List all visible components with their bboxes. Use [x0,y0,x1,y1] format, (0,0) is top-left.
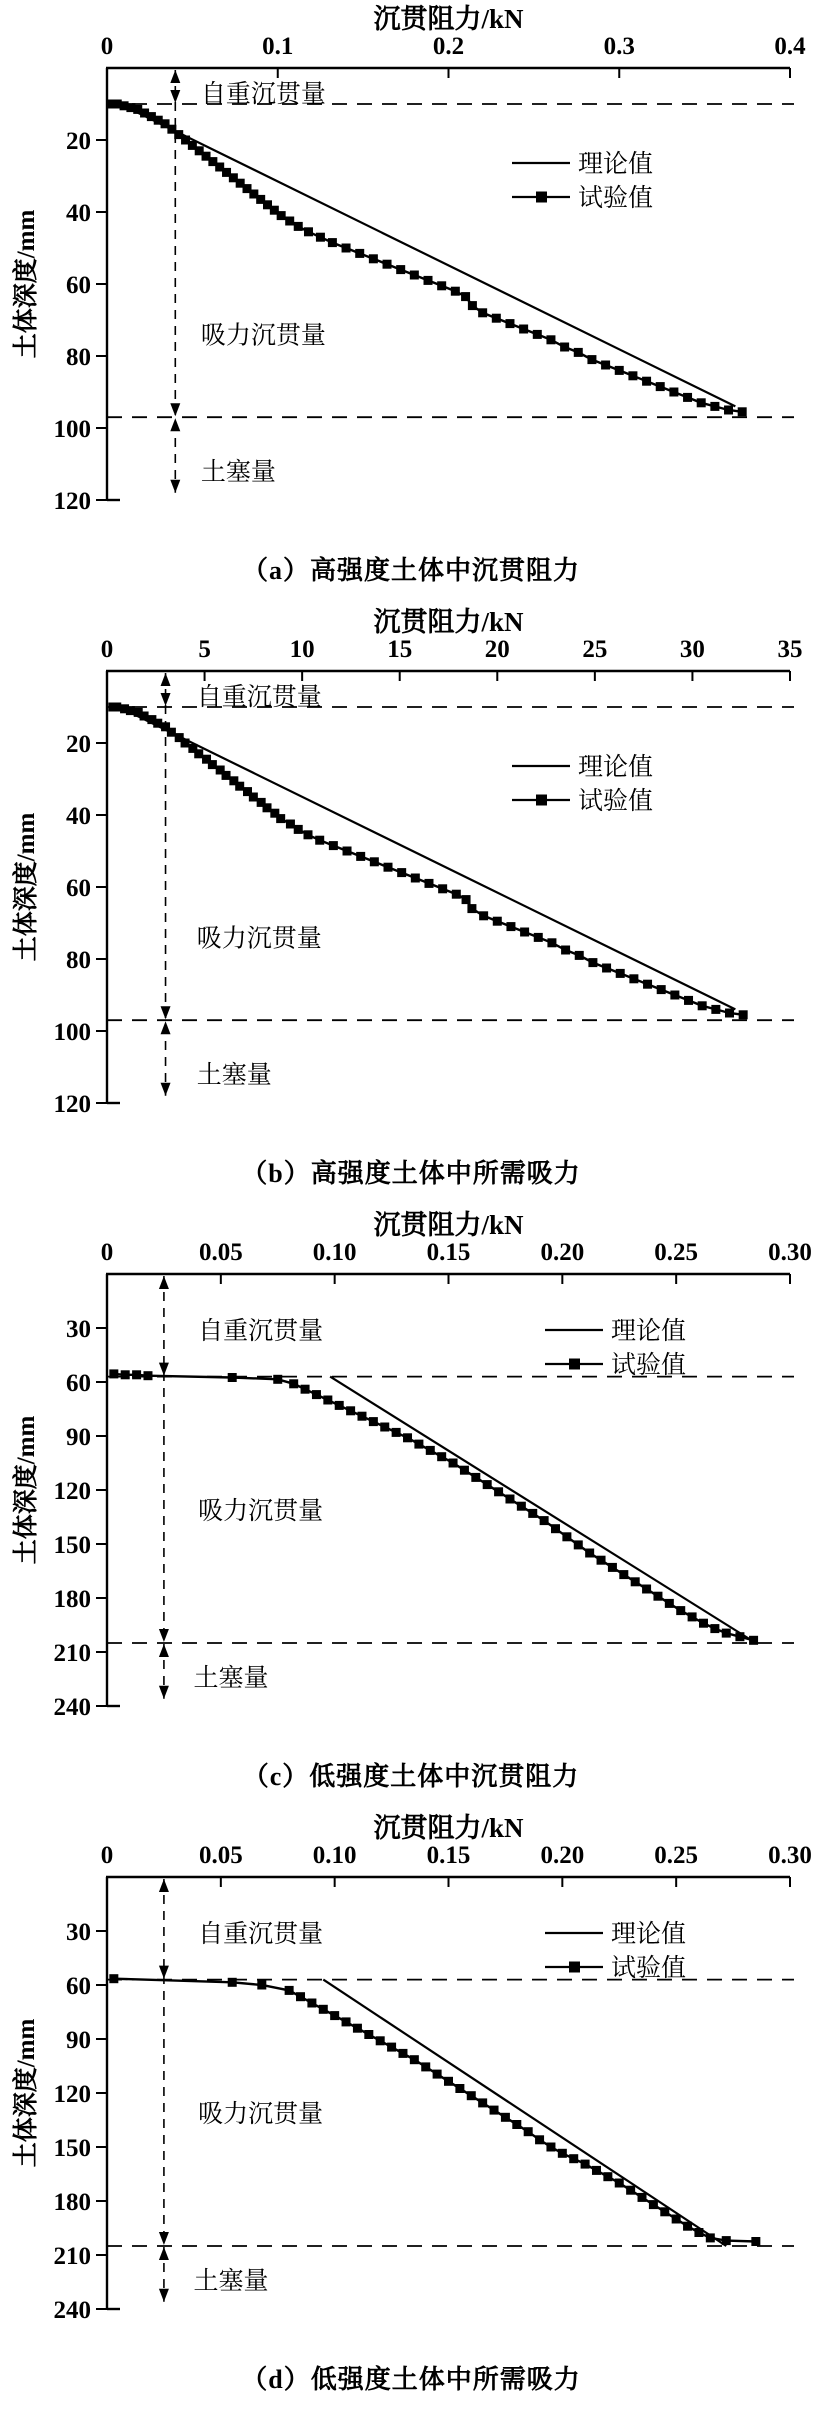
experiment-marker [561,946,570,955]
x-tick-label: 0.10 [312,1842,357,1869]
experiment-marker [304,227,313,236]
y-tick-label: 240 [53,1694,91,1721]
plug-annotation: 土塞量 [193,1665,269,1693]
y-tick-label: 30 [66,1316,91,1343]
suction-annotation: 吸力沉贯量 [200,322,326,350]
experiment-marker [528,1509,537,1518]
experiment-marker [437,1452,446,1461]
experiment-marker [506,922,515,931]
experiment-marker [460,1466,469,1475]
y-tick-label: 20 [66,731,91,758]
experiment-marker [132,1370,141,1379]
experiment-marker [574,348,583,357]
experiment-marker [585,1549,594,1558]
experiment-marker [346,1406,355,1415]
x-tick-label: 25 [582,636,608,663]
experiment-marker [369,1417,378,1426]
experiment-marker [619,1570,628,1579]
experiment-marker [181,739,190,748]
experiment-marker [342,2017,351,2026]
x-tick-label: 10 [289,636,315,663]
experiment-marker [426,1446,435,1455]
experiment-marker [657,985,666,994]
experiment-marker [296,1992,305,2001]
y-axis-title: 土体深度/mm [13,812,40,962]
self-weight-arrow-bottom [170,90,180,103]
experiment-marker [410,2055,419,2064]
plug-arrow-top [161,1021,171,1034]
x-tick-label: 0.05 [198,1842,243,1869]
y-tick-label: 180 [53,2189,91,2216]
legend-experiment-label: 试验值 [611,1955,687,1982]
experiment-marker [126,706,135,715]
self-weight-arrow-top [159,1879,169,1892]
x-tick-label: 35 [777,636,803,663]
experiment-marker [735,1632,744,1641]
experiment-marker [588,958,597,967]
x-tick-label: 0.25 [654,1842,699,1869]
experiment-marker [112,703,121,712]
experiment-marker [626,2186,635,2195]
self-weight-arrow-bottom [159,1363,169,1376]
experiment-marker [315,836,324,845]
experiment-marker [597,1556,606,1565]
experiment-marker [540,1516,549,1525]
y-tick-label: 120 [53,2081,91,2108]
experiment-marker [329,841,338,850]
x-axis-title: 沉贯阻力/kN [373,1210,524,1240]
y-tick-label: 20 [66,128,91,155]
experiment-marker [601,361,610,370]
y-tick-label: 120 [53,1091,91,1118]
experiment-marker [328,238,337,247]
experiment-marker [698,1001,707,1010]
experiment-marker [643,980,652,989]
experiment-marker [493,917,502,926]
y-tick-label: 210 [53,1640,91,1667]
y-tick-label: 60 [66,272,91,299]
experiment-marker [688,1612,697,1621]
experiment-marker [615,2179,624,2188]
experiment-marker [672,2215,681,2224]
experiment-marker [307,1999,316,2008]
experiment-marker [562,1532,571,1541]
chart-d [0,1809,822,2349]
y-tick-label: 100 [53,1019,91,1046]
experiment-marker [535,2135,544,2144]
experiment-marker [592,2166,601,2175]
x-axis-title: 沉贯阻力/kN [373,4,524,34]
experiment-marker [303,830,312,839]
self-weight-annotation: 自重沉贯量 [196,684,322,712]
legend-theory-label: 理论值 [578,754,654,781]
experiment-marker [676,1606,685,1615]
experiment-marker [517,1502,526,1511]
legend-experiment-marker [569,1359,580,1370]
experiment-marker [660,2207,669,2216]
experiment-marker [665,1599,674,1608]
experiment-marker [642,1585,651,1594]
experiment-marker [710,402,719,411]
experiment-marker [560,343,569,352]
experiment-marker [575,951,584,960]
experiment-marker [109,1369,118,1378]
self-weight-arrow-bottom [159,1966,169,1979]
legend-experiment-label: 试验值 [578,185,654,212]
x-tick-label: 0.2 [432,33,465,60]
plug-annotation: 土塞量 [193,2268,269,2296]
experiment-marker [222,771,231,780]
x-tick-label: 0.20 [540,1239,585,1266]
experiment-marker [649,2200,658,2209]
experiment-marker [109,1974,118,1983]
experiment-marker [451,287,460,296]
y-tick-label: 60 [66,1973,91,2000]
experiment-marker [356,852,365,861]
legend-experiment-marker [536,795,547,806]
y-tick-label: 60 [66,875,91,902]
x-tick-label: 0.15 [426,1239,471,1266]
x-tick-label: 0.1 [262,33,294,60]
y-axis-title: 土体深度/mm [13,1415,40,1565]
experiment-marker [444,2077,453,2086]
experiment-marker [140,712,149,721]
experiment-marker [684,996,693,1005]
experiment-marker [194,749,203,758]
x-tick-label: 0.20 [540,1842,585,1869]
experiment-marker [494,1487,503,1496]
experiment-marker [629,974,638,983]
experiment-marker [357,1412,366,1421]
y-tick-label: 180 [53,1586,91,1613]
chart-a [0,0,822,540]
experiment-marker [424,879,433,888]
chart-panel-c [0,1206,822,1809]
experiment-marker [656,382,665,391]
x-axis-title: 沉贯阻力/kN [373,607,524,637]
experiment-marker [276,814,285,823]
plug-arrow-top [170,418,180,431]
experiment-marker [285,217,294,226]
experiment-marker [505,1495,514,1504]
y-tick-label: 240 [53,2297,91,2324]
experiment-marker [546,335,555,344]
experiment-marker [739,1010,748,1019]
experiment-marker [569,2154,578,2163]
experiment-marker [289,1379,298,1388]
legend-theory-label: 理论值 [611,1318,687,1345]
experiment-marker [167,728,176,737]
y-tick-label: 80 [66,947,91,974]
chart-c-caption: （c）低强度土体中沉贯阻力 [242,1762,580,1791]
experiment-marker [653,1592,662,1601]
y-tick-label: 90 [66,2027,91,2054]
experiment-marker [574,1540,583,1549]
experiment-marker [286,820,295,829]
experiment-marker [263,803,272,812]
experiment-marker [449,1459,458,1468]
x-tick-label: 15 [387,636,413,663]
experiment-marker [628,371,637,380]
chart-c [0,1206,822,1746]
suction-arrow-bottom [170,403,180,416]
x-tick-label: 20 [484,636,510,663]
experiment-marker [551,1524,560,1533]
self-weight-annotation: 自重沉贯量 [198,1920,324,1948]
experiment-marker [421,2062,430,2071]
chart-panel-a [0,0,822,603]
chart-panel-b [0,603,822,1206]
y-tick-label: 150 [53,1532,91,1559]
self-weight-arrow-top [159,1276,169,1289]
experiment-marker [143,1371,152,1380]
experiment-marker [467,904,476,913]
experiment-marker [249,793,258,802]
experiment-marker [383,260,392,269]
experiment-marker [294,825,303,834]
experiment-marker [228,1373,237,1382]
experiment-marker [642,377,651,386]
experiment-marker [355,249,364,258]
experiment-marker [411,874,420,883]
experiment-marker [603,2172,612,2181]
plug-annotation: 土塞量 [196,1062,272,1090]
experiment-marker [638,2193,647,2202]
plug-arrow-bottom [170,480,180,493]
experiment-marker [342,244,351,253]
experiment-marker [519,325,528,334]
experiment-marker [396,265,405,274]
experiment-marker [699,1619,708,1628]
chart-panel-d [0,1809,822,2412]
experiment-marker [468,301,477,310]
experiment-marker [608,1563,617,1572]
experiment-marker [376,2036,385,2045]
experiment-marker [483,1480,492,1489]
experiment-marker [235,782,244,791]
experiment-marker [725,1009,734,1018]
suction-arrow-bottom [161,1006,171,1019]
experiment-marker [121,1370,130,1379]
experiment-marker [471,1473,480,1482]
experiment-marker [631,1577,640,1586]
x-tick-label: 0 [100,1239,114,1266]
x-axis-title: 沉贯阻力/kN [373,1813,524,1843]
theory-line [323,1980,726,2246]
experiment-marker [438,884,447,893]
experiment-marker [520,928,529,937]
experiment-marker [335,1401,344,1410]
x-tick-label: 0 [100,636,114,663]
experiment-marker [581,2160,590,2169]
y-tick-label: 40 [66,200,91,227]
experiment-marker [462,895,471,904]
y-tick-label: 120 [53,1478,91,1505]
y-tick-label: 60 [66,1370,91,1397]
legend-experiment-marker [569,1962,580,1973]
experiment-marker [369,254,378,263]
legend-experiment-label: 试验值 [578,788,654,815]
experiment-marker [228,1978,237,1987]
experiment-marker [533,330,542,339]
experiment-marker [273,1375,282,1384]
plug-arrow-bottom [161,1083,171,1096]
x-tick-label: 0 [100,33,114,60]
y-tick-label: 100 [53,416,91,443]
y-tick-label: 40 [66,803,91,830]
experiment-marker [722,2236,731,2245]
experiment-marker [697,398,706,407]
legend-theory-label: 理论值 [578,151,654,178]
experiment-marker [479,911,488,920]
plug-arrow-top [159,1644,169,1657]
experiment-marker [547,938,556,947]
experiment-marker [749,1636,758,1645]
self-weight-annotation: 自重沉贯量 [198,1317,324,1345]
experiment-marker [501,2113,510,2122]
y-tick-label: 210 [53,2243,91,2270]
x-tick-label: 5 [198,636,211,663]
experiment-marker [343,847,352,856]
legend-experiment-marker [536,192,547,203]
self-weight-arrow-bottom [161,693,171,706]
experiment-marker [492,314,501,323]
experiment-marker [410,271,419,280]
experiment-marker [587,355,596,364]
experiment-marker [316,233,325,242]
experiment-marker [461,292,470,301]
experiment-marker [683,2222,692,2231]
experiment-marker [424,276,433,285]
experiment-marker [312,1390,321,1399]
experiment-marker [512,2120,521,2129]
experiment-marker [398,2049,407,2058]
theory-line [330,1377,756,1643]
x-tick-label: 0.10 [312,1239,357,1266]
x-tick-label: 0.4 [774,33,806,60]
experiment-marker [397,868,406,877]
experiment-marker [414,1440,423,1449]
plug-arrow-top [159,2247,169,2260]
self-weight-annotation: 自重沉贯量 [200,81,326,109]
experiment-marker [546,2143,555,2152]
experiment-marker [490,2106,499,2115]
experiment-marker [711,1005,720,1014]
x-tick-label: 0.3 [603,33,635,60]
experiment-marker [370,857,379,866]
x-tick-label: 0.30 [768,1842,812,1869]
experiment-marker [380,1423,389,1432]
experiment-marker [722,1629,731,1638]
experiment-marker [153,719,162,728]
experiment-marker [433,2070,442,2079]
experiment-marker [524,2127,533,2136]
y-tick-label: 80 [66,344,91,371]
y-axis-title: 土体深度/mm [13,209,40,359]
experiment-marker [452,890,461,899]
experiment-marker [403,1433,412,1442]
plug-arrow-bottom [159,1686,169,1699]
experiment-marker [478,308,487,317]
experiment-marker [330,2011,339,2020]
x-tick-label: 0.15 [426,1842,471,1869]
experiment-marker [384,863,393,872]
experiment-marker [364,2030,373,2039]
x-tick-label: 0.30 [768,1239,812,1266]
experiment-marker [392,1428,401,1437]
y-axis-title: 土体深度/mm [13,2018,40,2168]
y-tick-label: 30 [66,1919,91,1946]
experiment-marker [437,281,446,290]
experiment-marker [710,1624,719,1633]
experiment-marker [683,393,692,402]
experiment-marker [353,2024,362,2033]
experiment-marker [706,2233,715,2242]
experiment-marker [670,991,679,1000]
experiment-marker [257,1981,266,1990]
experiment-marker [301,1385,310,1394]
experiment-marker [694,2228,703,2237]
experiment-marker [558,2149,567,2158]
legend-experiment-label: 试验值 [611,1352,687,1379]
chart-b-caption: （b）高强度土体中所需吸力 [241,1159,581,1188]
experiment-marker [534,933,543,942]
chart-d-caption: （d）低强度土体中所需吸力 [241,2365,581,2394]
experiment-marker [467,2091,476,2100]
experiment-marker [285,1986,294,1995]
suction-annotation: 吸力沉贯量 [198,1497,324,1525]
experiment-marker [751,2237,760,2246]
experiment-marker [455,2084,464,2093]
y-tick-label: 150 [53,2135,91,2162]
experiment-marker [505,319,514,328]
experiment-marker [478,2098,487,2107]
experiment-marker [616,969,625,978]
experiment-marker [319,2005,328,2014]
y-tick-label: 90 [66,1424,91,1451]
self-weight-arrow-top [161,673,171,686]
experiment-marker [294,222,303,231]
plug-arrow-bottom [159,2289,169,2302]
experiment-marker [724,406,733,415]
suction-arrow-bottom [159,2232,169,2245]
legend-theory-label: 理论值 [611,1921,687,1948]
x-tick-label: 0.05 [198,1239,243,1266]
experiment-marker [277,211,286,220]
experiment-marker [615,366,624,375]
plug-annotation: 土塞量 [200,459,276,487]
experiment-marker [208,760,217,769]
experiment-marker [387,2043,396,2052]
suction-annotation: 吸力沉贯量 [198,2100,324,2128]
experiment-marker [323,1396,332,1405]
experiment-marker [669,388,678,397]
y-tick-label: 120 [53,488,91,515]
x-tick-label: 0.25 [654,1239,699,1266]
self-weight-arrow-top [170,70,180,83]
suction-arrow-bottom [159,1629,169,1642]
x-tick-label: 0 [100,1842,114,1869]
x-tick-label: 30 [679,636,705,663]
suction-annotation: 吸力沉贯量 [196,925,322,953]
experiment-marker [602,964,611,973]
experiment-marker [738,407,747,416]
chart-a-caption: （a）高强度土体中沉贯阻力 [241,556,580,585]
chart-b [0,603,822,1143]
